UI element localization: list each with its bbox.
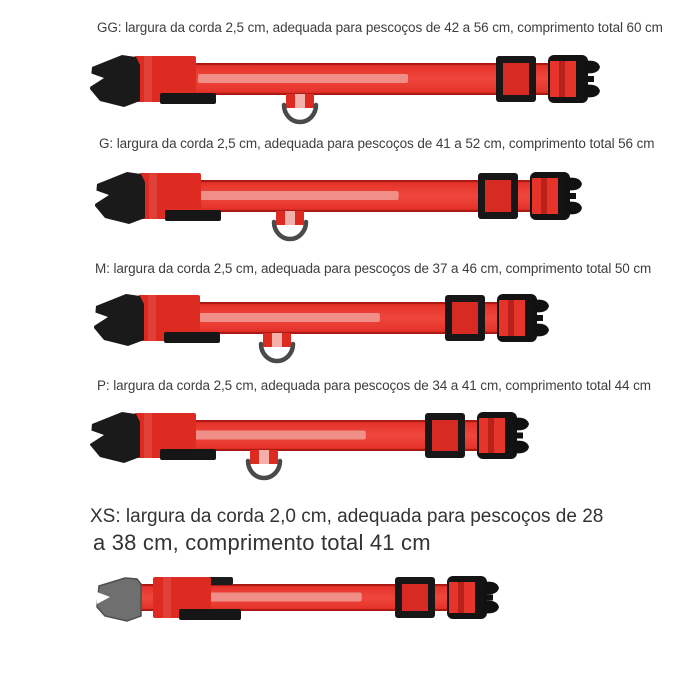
collar-graphic xyxy=(92,290,549,378)
reflective-stripe xyxy=(193,313,380,322)
size-description-xs-line1: XS: largura da corda 2,0 cm, adequada para pescoços de 28 xyxy=(90,506,604,527)
size-description-gg: GG: largura da corda 2,5 cm, adequada para pescoços de 42 a 56 cm, comprimento total 60 cm xyxy=(97,20,663,35)
collar-photo-g xyxy=(93,168,582,256)
reflective-stripe xyxy=(198,191,399,200)
buckle-prongs xyxy=(513,418,529,454)
size-description-g: G: largura da corda 2,5 cm, adequada para pescoços de 41 a 52 cm, comprimento total 56 cm xyxy=(99,136,655,151)
buckle-prongs xyxy=(584,61,600,98)
collar-photo-p xyxy=(88,408,529,495)
size-description-xs-line2: a 38 cm, comprimento total 41 cm xyxy=(93,530,431,555)
collar-photo-m xyxy=(92,290,549,378)
size-description-p: P: largura da corda 2,5 cm, adequada para pescoços de 34 a 41 cm, comprimento total 44 cm xyxy=(97,378,651,393)
buckle-prongs xyxy=(566,178,582,215)
under-adjuster-bar xyxy=(179,609,241,620)
buckle-prongs xyxy=(483,582,499,614)
under-adjuster-bar xyxy=(160,93,216,104)
under-adjuster-bar xyxy=(160,449,216,460)
buckle-prongs xyxy=(533,300,549,337)
collar-graphic xyxy=(95,572,499,627)
reflective-stripe xyxy=(185,431,366,440)
reflective-stripe xyxy=(204,593,362,602)
reflective-stripe xyxy=(198,74,408,83)
collar-graphic xyxy=(88,408,529,495)
under-adjuster-bar xyxy=(164,332,220,343)
size-description-m: M: largura da corda 2,5 cm, adequada para pescoços de 37 a 46 cm, comprimento total 50 cm xyxy=(95,261,652,276)
collar-graphic xyxy=(93,168,582,256)
collar-photo-gg xyxy=(88,51,600,139)
collar-graphic xyxy=(88,51,600,139)
collar-photo-xs xyxy=(95,572,499,627)
under-adjuster-bar xyxy=(165,210,221,221)
